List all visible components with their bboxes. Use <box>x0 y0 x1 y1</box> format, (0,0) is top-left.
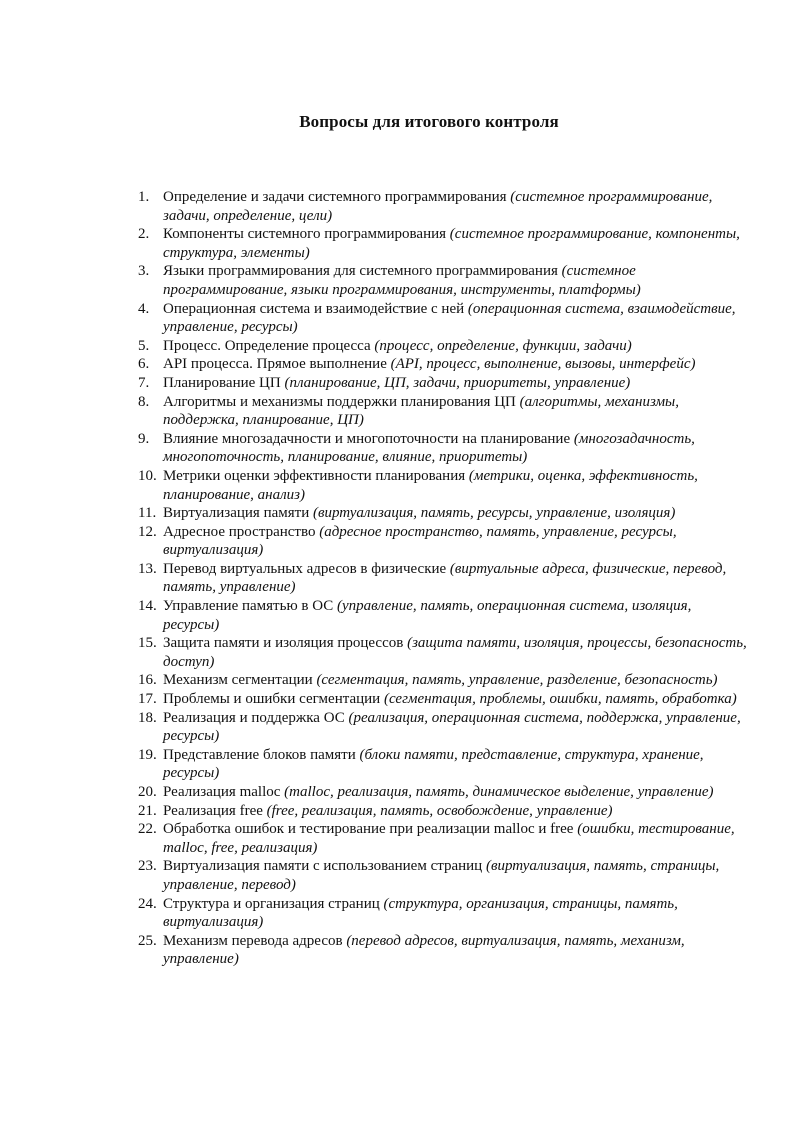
question-text: Влияние многозадачности и многопоточности на планирование <box>163 430 571 447</box>
question-number: 14. <box>138 598 157 615</box>
question-number: 13. <box>138 560 157 577</box>
question-number: 22. <box>138 821 157 838</box>
question-item <box>138 783 750 802</box>
question-text: API процесса. Прямое выполнение <box>163 356 387 373</box>
question-keywords: (управление, память, операционная система, изоляция, ресурсы) <box>163 598 692 633</box>
question-item <box>138 634 750 671</box>
question-keywords: (блоки памяти, представление, структура, хранение, ресурсы) <box>163 746 704 782</box>
question-number: 18. <box>138 709 157 726</box>
question-number: 23. <box>138 858 157 875</box>
question-text: Реализация malloc <box>163 784 281 800</box>
question-text: Проблемы и ошибки сегментации <box>163 691 381 708</box>
question-text: Управление памятью в ОС <box>163 598 334 615</box>
question-keywords: (метрики, оценка, эффективность, планирование, анализ) <box>163 467 698 503</box>
question-keywords: (планирование, ЦП, задачи, приоритеты, управление) <box>284 374 631 391</box>
question-number: 20. <box>138 784 157 800</box>
question-number: 24. <box>138 895 157 912</box>
question-list <box>138 188 750 969</box>
question-text: Представление блоков памяти <box>163 746 356 763</box>
question-item <box>138 709 750 746</box>
question-item <box>138 857 750 894</box>
question-number: 2. <box>138 226 150 243</box>
question-keywords: (перевод адресов, виртуализация, память, механизм, управление) <box>163 932 685 968</box>
question-keywords: (системное программирование, компоненты, структура, элементы) <box>163 226 740 261</box>
question-number: 8. <box>138 393 150 410</box>
question-item <box>138 188 750 225</box>
question-text: Операционная система и взаимодействие с ней <box>163 300 465 317</box>
question-item <box>138 523 750 560</box>
question-text: Адресное пространство <box>163 523 316 540</box>
question-text: Перевод виртуальных адресов в физические <box>163 560 447 577</box>
question-text: Виртуализация памяти <box>163 505 310 522</box>
question-item <box>138 467 750 504</box>
question-keywords: (API, процесс, выполнение, вызовы, интерфейс) <box>390 356 696 373</box>
question-item <box>138 802 750 821</box>
question-keywords: (сегментация, память, управление, разделение, безопасность) <box>316 672 718 689</box>
document-title: Вопросы для итогового контроля <box>299 112 559 131</box>
question-text: Структура и организация страниц <box>163 895 380 912</box>
question-text: Планирование ЦП <box>163 374 281 391</box>
question-number: 7. <box>138 374 150 391</box>
question-text: Механизм перевода адресов <box>163 932 343 949</box>
question-text: Процесс. Определение процесса <box>163 337 371 354</box>
question-item <box>138 225 750 262</box>
question-keywords: (free, реализация, память, освобождение, управление) <box>266 802 613 819</box>
question-text: Компоненты системного программирования <box>163 226 447 243</box>
question-text: Защита памяти и изоляция процессов <box>163 635 404 652</box>
question-item <box>138 300 750 337</box>
question-item <box>138 820 750 857</box>
question-number: 12. <box>138 523 157 540</box>
question-number: 4. <box>138 300 150 317</box>
question-text: Метрики оценки эффективности планирования <box>163 467 466 484</box>
question-keywords: (виртуализация, память, страницы, управление, перевод) <box>163 858 720 893</box>
question-keywords: (ошибки, тестирование, malloc, free, реализация) <box>163 821 735 856</box>
question-keywords: (защита памяти, изоляция, процессы, безопасность, доступ) <box>163 635 747 670</box>
question-keywords: (виртуализация, память, ресурсы, управление, изоляция) <box>313 505 676 522</box>
question-keywords: (системное программирование, языки программирования, инструменты, платформы) <box>163 263 641 298</box>
question-item <box>138 374 750 393</box>
question-item <box>138 560 750 597</box>
question-number: 16. <box>138 672 157 689</box>
question-keywords: (многозадачность, многопоточность, планирование, влияние, приоритеты) <box>163 430 695 466</box>
question-item <box>138 746 750 783</box>
question-keywords: (операционная система, взаимодействие, управление, ресурсы) <box>163 300 736 336</box>
question-keywords: (алгоритмы, механизмы, поддержка, планирование, ЦП) <box>163 393 679 429</box>
question-text: Определение и задачи системного программирования <box>163 189 507 205</box>
question-item <box>138 355 750 374</box>
question-item <box>138 690 750 709</box>
question-number: 21. <box>138 802 157 819</box>
question-item <box>138 262 750 299</box>
question-text: Языки программирования для системного программирования <box>163 263 558 280</box>
question-keywords: (реализация, операционная система, поддержка, управление, ресурсы) <box>163 709 741 745</box>
question-text: Реализация и поддержка ОС <box>163 709 345 726</box>
question-number: 15. <box>138 635 157 652</box>
question-keywords: (адресное пространство, память, управление, ресурсы, виртуализация) <box>163 523 677 559</box>
question-number: 10. <box>138 467 157 484</box>
question-text: Виртуализация памяти с использованием страниц <box>163 858 483 875</box>
question-item <box>138 895 750 932</box>
question-item <box>138 430 750 467</box>
question-text: Механизм сегментации <box>163 672 313 689</box>
question-item <box>138 932 750 969</box>
question-keywords: (malloc, реализация, память, динамическое выделение, управление) <box>284 784 714 800</box>
question-item <box>138 504 750 523</box>
question-number: 1. <box>138 189 150 205</box>
question-number: 3. <box>138 263 150 280</box>
question-keywords: (процесс, определение, функции, задачи) <box>374 337 632 354</box>
question-keywords: (структура, организация, страницы, память, виртуализация) <box>163 895 678 931</box>
question-number: 19. <box>138 746 157 763</box>
question-number: 5. <box>138 337 150 354</box>
question-number: 9. <box>138 430 150 447</box>
question-number: 25. <box>138 932 157 949</box>
question-item <box>138 671 750 690</box>
question-number: 6. <box>138 356 150 373</box>
question-item <box>138 393 750 430</box>
question-item <box>138 337 750 356</box>
question-number: 17. <box>138 691 157 708</box>
question-item <box>138 597 750 634</box>
question-text: Алгоритмы и механизмы поддержки планирования ЦП <box>163 393 516 410</box>
question-text: Реализация free <box>163 802 263 819</box>
question-keywords: (сегментация, проблемы, ошибки, память, обработка) <box>383 691 737 708</box>
question-keywords: (системное программирование, задачи, определение, цели) <box>163 189 713 224</box>
question-text: Обработка ошибок и тестирование при реализации malloc и free <box>163 821 574 838</box>
question-keywords: (виртуальные адреса, физические, перевод, память, управление) <box>163 560 727 596</box>
question-number: 11. <box>138 505 157 522</box>
